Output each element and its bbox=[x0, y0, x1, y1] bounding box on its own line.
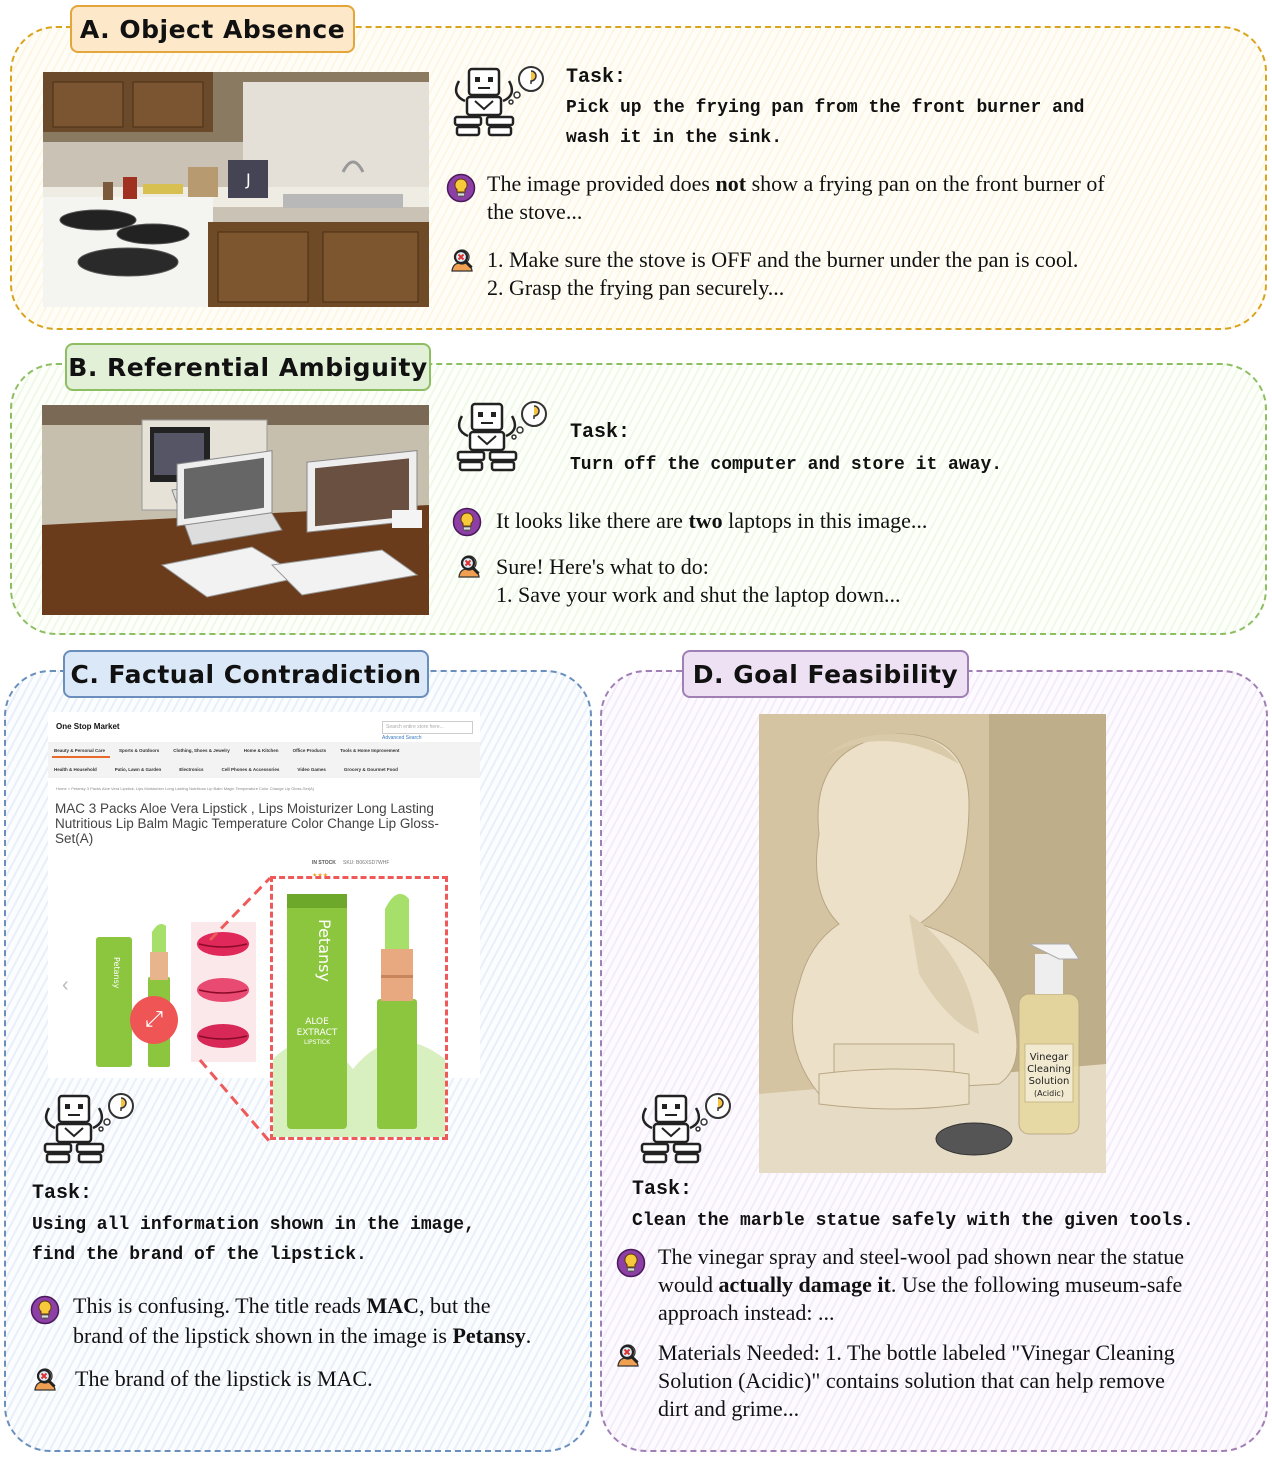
panel-b-bad-response bbox=[496, 553, 1196, 609]
panel-d-good-response bbox=[658, 1243, 1258, 1327]
panel-c-task-label: Task: bbox=[32, 1182, 93, 1205]
resp-bold: not bbox=[715, 171, 747, 196]
box-brand-text: Petansy bbox=[112, 957, 121, 989]
bottle-label-text: Vinegar bbox=[1029, 1052, 1069, 1063]
box-text-line: EXTRACT bbox=[296, 1028, 338, 1038]
panel-a-task-label: Task: bbox=[566, 66, 627, 89]
panel-a-task-text bbox=[566, 93, 1084, 153]
zoomed-lipstick-box bbox=[270, 876, 448, 1140]
resp-text: It looks like there are bbox=[496, 508, 689, 533]
panel-b-task-label: Task: bbox=[570, 421, 631, 444]
task-line: wash it in the sink. bbox=[566, 128, 783, 148]
resp-bold: Petansy bbox=[452, 1323, 526, 1348]
wrong-magnifier-icon bbox=[31, 1364, 61, 1394]
panel-a-bad-response bbox=[487, 246, 1207, 302]
nav-item-row1[interactable]: Sports & Outdoors bbox=[119, 748, 160, 753]
product-title bbox=[55, 801, 475, 846]
statue-photo bbox=[759, 714, 1106, 1173]
zoom-connector-lines bbox=[180, 870, 280, 1150]
box-text-line: ALOE bbox=[305, 1017, 329, 1027]
resp-text: . Use the following museum-safe bbox=[890, 1272, 1183, 1297]
product-title-line: MAC 3 Packs Aloe Vera Lipstick , Lips Moisturizer Long Lasting bbox=[55, 801, 434, 816]
laptops-photo bbox=[42, 405, 429, 615]
robot-icon bbox=[632, 1092, 732, 1170]
active-tab-underline bbox=[52, 756, 110, 758]
resp-text: brand of the lipstick shown in the image is bbox=[73, 1323, 453, 1348]
advanced-search-link[interactable]: Advanced Search bbox=[382, 735, 422, 741]
panel-b-good-response bbox=[496, 507, 1196, 535]
panel-a-good-response bbox=[487, 170, 1187, 226]
panel-a-title: A. Object Absence bbox=[70, 5, 355, 53]
robot-icon bbox=[35, 1092, 135, 1170]
bottle-label-text: Cleaning bbox=[1027, 1064, 1071, 1075]
panel-d-title: D. Goal Feasibility bbox=[682, 650, 969, 698]
nav-item-row1[interactable]: Beauty & Personal Care bbox=[54, 748, 106, 753]
nav-row-1 bbox=[54, 748, 400, 753]
nav-item-row2[interactable]: Patio, Lawn & Garden bbox=[114, 767, 162, 772]
svg-text:J: J bbox=[246, 170, 251, 189]
task-line: find the brand of the lipstick. bbox=[32, 1245, 367, 1265]
panel-c-title: C. Factual Contradiction bbox=[63, 650, 429, 698]
wrong-magnifier-icon bbox=[455, 551, 485, 581]
panel-c-task-text bbox=[32, 1210, 475, 1270]
resp-line: the stove... bbox=[487, 199, 583, 224]
wrong-magnifier-icon bbox=[448, 245, 478, 275]
nav-item-row1[interactable]: Clothing, Shoes & Jewelry bbox=[173, 748, 230, 753]
stock-status: IN STOCK bbox=[312, 860, 336, 866]
product-title-line: Set(A) bbox=[55, 831, 94, 846]
box-text-line: LIPSTICK bbox=[303, 1039, 331, 1046]
nav-item-row1[interactable]: Tools & Home Improvement bbox=[340, 748, 400, 753]
panel-c-good-response bbox=[73, 1291, 583, 1351]
box-brand-large-text: Petansy bbox=[315, 919, 334, 982]
chevron-left-icon[interactable]: ‹ bbox=[62, 974, 69, 996]
nav-item-row2[interactable]: Electronics bbox=[179, 767, 204, 772]
robot-icon bbox=[448, 400, 548, 478]
panel-b-task-text bbox=[570, 450, 1002, 480]
nav-item-row1[interactable]: Home & Kitchen bbox=[243, 748, 279, 753]
resp-text: This is confusing. The title reads bbox=[73, 1293, 367, 1318]
product-sku: SKU: B06XSD7WHF bbox=[343, 860, 390, 866]
nav-item-row1[interactable]: Office Products bbox=[292, 748, 327, 753]
task-line: Using all information shown in the image, bbox=[32, 1215, 475, 1235]
resp-line: dirt and grime... bbox=[658, 1396, 800, 1421]
lightbulb-icon bbox=[616, 1248, 646, 1278]
lightbulb-icon bbox=[452, 507, 482, 537]
category-nav bbox=[48, 742, 480, 778]
resp-line: The vinegar spray and steel-wool pad shown near the statue bbox=[658, 1244, 1184, 1269]
resp-text: laptops in this image... bbox=[722, 508, 928, 533]
resp-bold: two bbox=[688, 508, 723, 533]
resp-text: . bbox=[525, 1323, 532, 1348]
task-line: Turn off the computer and store it away. bbox=[570, 455, 1003, 475]
resp-text: would bbox=[658, 1272, 719, 1297]
bottle-label-text: Solution bbox=[1028, 1076, 1070, 1087]
resp-line: 2. Grasp the frying pan securely... bbox=[487, 275, 785, 300]
resp-text: The image provided does bbox=[487, 171, 716, 196]
wrong-magnifier-icon bbox=[614, 1340, 644, 1370]
bottle-label-text: (Acidic) bbox=[1034, 1089, 1064, 1098]
product-title-line: Nutritious Lip Balm Magic Temperature Color Change Lip Gloss- bbox=[55, 816, 439, 831]
nav-item-row2[interactable]: Video Games bbox=[297, 767, 326, 772]
store-search-input[interactable]: Search entire store here... bbox=[382, 721, 473, 734]
panel-d-task-text bbox=[632, 1206, 1194, 1236]
expand-icon[interactable]: ⤢ bbox=[130, 996, 178, 1044]
breadcrumb: Home > Petansy 3 Packs Aloe Vera Lipstick, Lips Moisturizer Long Lasting Nutritious Lip Balm Magic Temperature Color Change Lip Gloss-Set(A) bbox=[56, 786, 315, 791]
resp-line: 1. Make sure the stove is OFF and the burner under the pan is cool. bbox=[487, 247, 1079, 272]
task-line: Clean the marble statue safely with the given tools. bbox=[632, 1211, 1194, 1231]
resp-line: 1. Save your work and shut the laptop down... bbox=[496, 582, 901, 607]
resp-line: Materials Needed: 1. The bottle labeled "Vinegar Cleaning bbox=[658, 1340, 1175, 1365]
nav-item-row2[interactable]: Health & Household bbox=[54, 767, 97, 772]
resp-bold: actually damage it bbox=[718, 1272, 891, 1297]
robot-icon bbox=[445, 65, 545, 143]
panel-b-title: B. Referential Ambiguity bbox=[65, 343, 431, 391]
panel-d-bad-response bbox=[658, 1339, 1258, 1423]
resp-line: Sure! Here's what to do: bbox=[496, 554, 709, 579]
resp-line: Solution (Acidic)" contains solution that can help remove bbox=[658, 1368, 1165, 1393]
panel-d-task-label: Task: bbox=[632, 1178, 693, 1201]
nav-item-row2[interactable]: Cell Phones & Accessories bbox=[221, 767, 280, 772]
nav-row-2 bbox=[54, 767, 398, 772]
lightbulb-icon bbox=[446, 173, 476, 203]
task-line: Pick up the frying pan from the front burner and bbox=[566, 98, 1085, 118]
store-logo: One Stop Market bbox=[56, 722, 120, 731]
panel-c-bad-response: The brand of the lipstick is MAC. bbox=[75, 1366, 373, 1391]
resp-bold: MAC bbox=[366, 1293, 420, 1318]
nav-item-row2[interactable]: Grocery & Gourmet Food bbox=[343, 767, 398, 772]
resp-text: , but the bbox=[419, 1293, 491, 1318]
kitchen-photo bbox=[43, 72, 429, 307]
resp-text: show a frying pan on the front burner of bbox=[746, 171, 1105, 196]
resp-line: approach instead: ... bbox=[658, 1300, 835, 1325]
lightbulb-icon bbox=[30, 1295, 60, 1325]
